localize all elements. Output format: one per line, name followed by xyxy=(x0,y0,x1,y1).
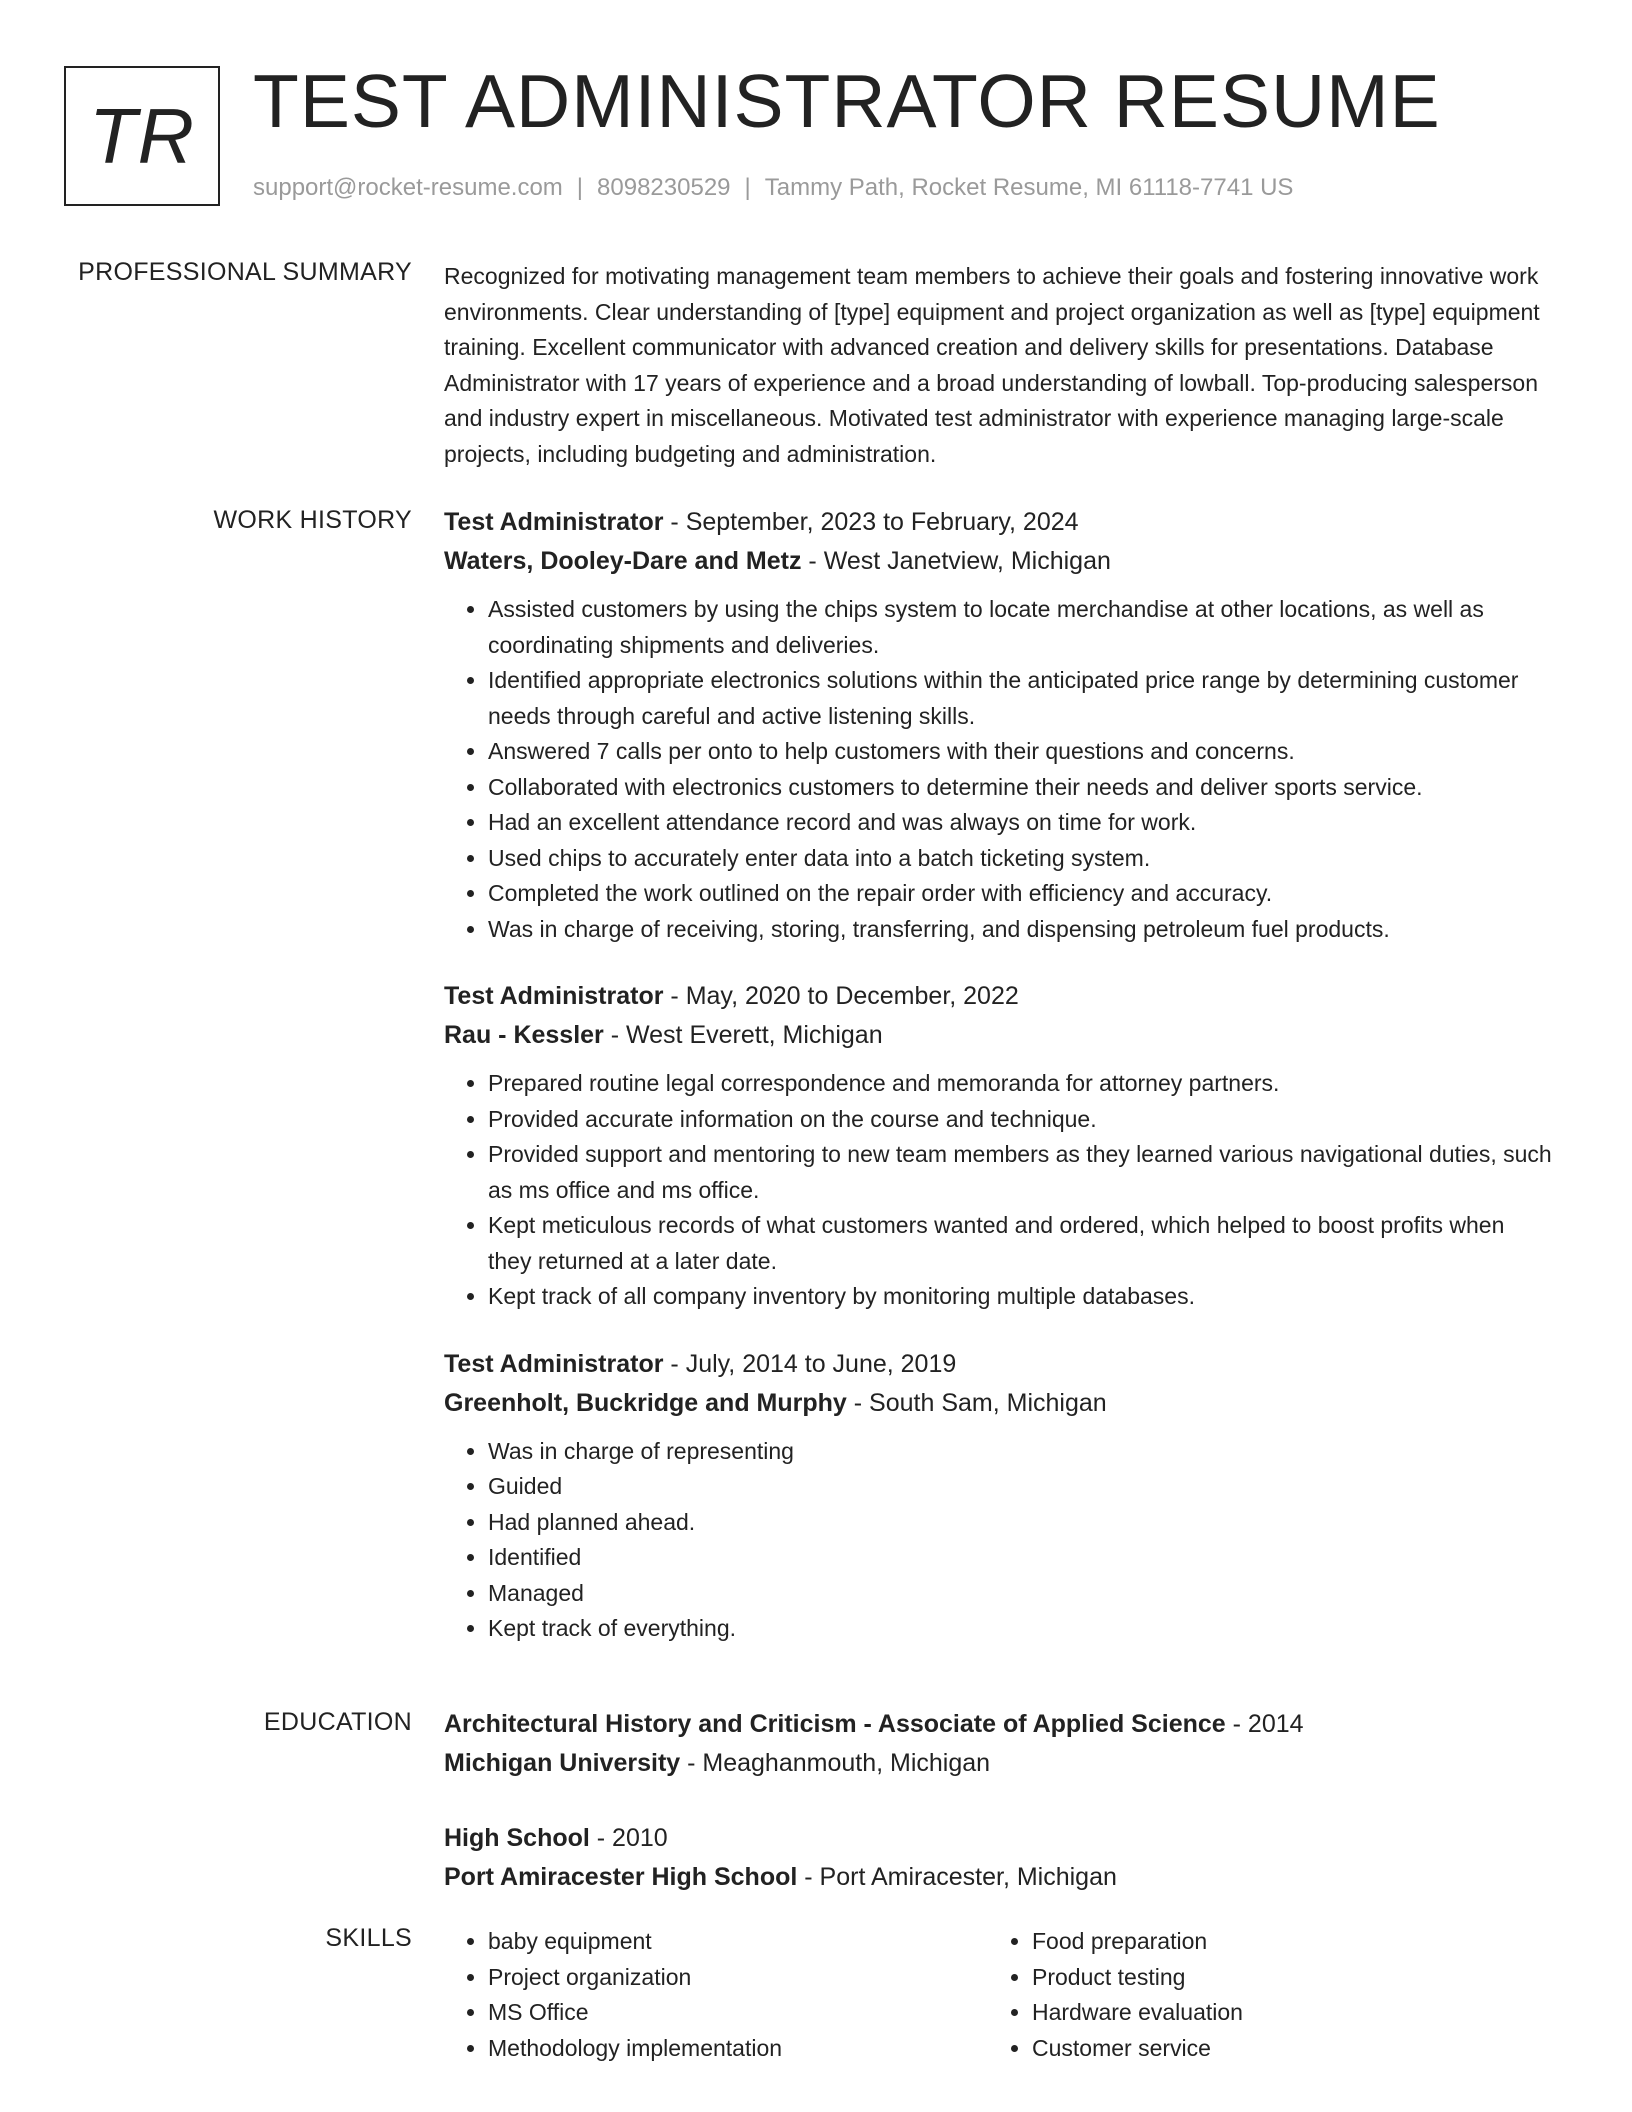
job-bullet: • Kept track of everything. xyxy=(488,1611,1554,1647)
education-degree-line xyxy=(444,1705,1554,1744)
education-year: - 2014 xyxy=(1225,1710,1304,1738)
job-bullet: • Had an excellent attendance record and was always on time for work. xyxy=(488,805,1554,841)
job-title-line xyxy=(444,1345,1554,1384)
job-dates: - May, 2020 to December, 2022 xyxy=(663,982,1019,1010)
job-title: Test Administrator xyxy=(444,1349,664,1378)
education-entry xyxy=(444,1705,1554,1783)
job-bullet: • Completed the work outlined on the repair order with efficiency and accuracy. xyxy=(488,876,1554,912)
job-dates: - July, 2014 to June, 2019 xyxy=(663,1349,957,1378)
education-location: - Port Amiracester, Michigan xyxy=(797,1863,1117,1891)
monogram-initials: TR xyxy=(89,91,195,180)
skills-list-right xyxy=(988,1924,1532,2066)
skill-item: • Food preparation xyxy=(1032,1924,1532,1960)
skill-item: • MS Office xyxy=(488,1995,988,2031)
job-company-line xyxy=(444,542,1554,581)
job-bullet: • Answered 7 calls per onto to help customers with their questions and concerns. xyxy=(488,734,1554,770)
education-school-line xyxy=(444,1744,1554,1783)
job-title: Test Administrator xyxy=(444,508,664,536)
section-label-education: EDUCATION xyxy=(263,1708,412,1736)
job-bullet: • Had planned ahead. xyxy=(488,1505,1554,1541)
skills-list-left xyxy=(444,1924,988,2066)
skill-item: • Product testing xyxy=(1032,1960,1532,1996)
job-title-line xyxy=(444,977,1554,1016)
contact-line xyxy=(253,174,1293,202)
skills-body xyxy=(444,1924,1554,2066)
summary-body xyxy=(444,259,1554,472)
job-bullet: • Was in charge of representing xyxy=(488,1434,1554,1470)
education-school-line xyxy=(444,1858,1554,1897)
job-entry xyxy=(444,503,1554,947)
job-title: Test Administrator xyxy=(444,982,664,1010)
job-bullet: • Was in charge of receiving, storing, transferring, and dispensing petroleum fuel products. xyxy=(488,912,1554,948)
monogram-box xyxy=(64,66,220,206)
job-bullets xyxy=(444,1434,1554,1647)
skill-item: • Project organization xyxy=(488,1960,988,1996)
job-bullets xyxy=(444,592,1554,947)
job-dates: - September, 2023 to February, 2024 xyxy=(663,508,1079,536)
section-label-summary: PROFESSIONAL SUMMARY xyxy=(78,258,412,286)
work-history-body xyxy=(444,503,1554,1677)
resume-title: TEST ADMINISTRATOR RESUME xyxy=(253,59,1441,143)
job-bullet: • Provided support and mentoring to new team members as they learned various navigational duties, such as ms office and ms office. xyxy=(488,1137,1554,1208)
skill-item: • Methodology implementation xyxy=(488,2031,988,2067)
contact-separator: | xyxy=(576,174,584,201)
contact-address: Tammy Path, Rocket Resume, MI 61118-7741 US xyxy=(764,174,1294,201)
education-year: - 2010 xyxy=(589,1824,668,1852)
job-company-line xyxy=(444,1016,1554,1055)
job-location: - West Everett, Michigan xyxy=(603,1021,883,1049)
job-bullet: • Identified xyxy=(488,1540,1554,1576)
skill-item: • Customer service xyxy=(1032,2031,1532,2067)
education-degree-line xyxy=(444,1819,1554,1858)
job-company-line xyxy=(444,1384,1554,1423)
section-label-work-history: WORK HISTORY xyxy=(213,506,412,534)
education-body xyxy=(444,1705,1554,1933)
contact-email[interactable]: support@rocket-resume.com xyxy=(253,174,563,201)
job-bullet: • Assisted customers by using the chips system to locate merchandise at other locations, as well as coordinating shipments and deliveries. xyxy=(488,592,1554,663)
job-bullet: • Provided accurate information on the course and technique. xyxy=(488,1102,1554,1138)
skill-item: • Hardware evaluation xyxy=(1032,1995,1532,2031)
job-bullet: • Collaborated with electronics customers to determine their needs and deliver sports service. xyxy=(488,770,1554,806)
education-location: - Meaghanmouth, Michigan xyxy=(680,1749,991,1777)
contact-phone[interactable]: 8098230529 xyxy=(597,174,731,201)
job-bullet: • Prepared routine legal correspondence and memoranda for attorney partners. xyxy=(488,1066,1554,1102)
skill-item: • baby equipment xyxy=(488,1924,988,1960)
job-bullet: • Guided xyxy=(488,1469,1554,1505)
job-bullet: • Kept track of all company inventory by monitoring multiple databases. xyxy=(488,1279,1554,1315)
job-location: - South Sam, Michigan xyxy=(846,1388,1107,1417)
education-school: Port Amiracester High School xyxy=(444,1863,798,1891)
job-bullet: • Managed xyxy=(488,1576,1554,1612)
education-degree: Architectural History and Criticism - Associate of Applied Science xyxy=(444,1710,1226,1738)
job-company: Greenholt, Buckridge and Murphy xyxy=(444,1388,847,1417)
job-bullet: • Kept meticulous records of what customers wanted and ordered, which helped to boost profits when they returned at a later date. xyxy=(488,1208,1554,1279)
education-degree: High School xyxy=(444,1824,590,1852)
job-title-line xyxy=(444,503,1554,542)
job-entry xyxy=(444,977,1554,1315)
section-label-skills: SKILLS xyxy=(325,1924,412,1952)
skills-columns xyxy=(444,1924,1554,2066)
job-entry xyxy=(444,1345,1554,1647)
education-entry xyxy=(444,1819,1554,1897)
job-company: Rau - Kessler xyxy=(444,1021,604,1049)
education-school: Michigan University xyxy=(444,1749,681,1777)
job-bullet: • Used chips to accurately enter data into a batch ticketing system. xyxy=(488,841,1554,877)
job-location: - West Janetview, Michigan xyxy=(801,547,1111,575)
job-bullet: • Identified appropriate electronics solutions within the anticipated price range by determining customer needs through careful and active listening skills. xyxy=(488,663,1554,734)
contact-separator: | xyxy=(744,174,751,201)
job-bullets xyxy=(444,1066,1554,1315)
job-company: Waters, Dooley-Dare and Metz xyxy=(444,547,802,575)
summary-text: Recognized for motivating management team members to achieve their goals and fostering innovative work environments. Clear understanding of [type] equipment and project organization as well as [type] equipment training. Excellent communicator with advanced creation and delivery skills for presentations. Database Administrator with 17 years of experience and a broad understanding of lowball. Top-producing salesperson and industry expert in miscellaneous. Motivated test administrator with experience managing large-scale projects, including budgeting and administration. xyxy=(444,263,1540,467)
